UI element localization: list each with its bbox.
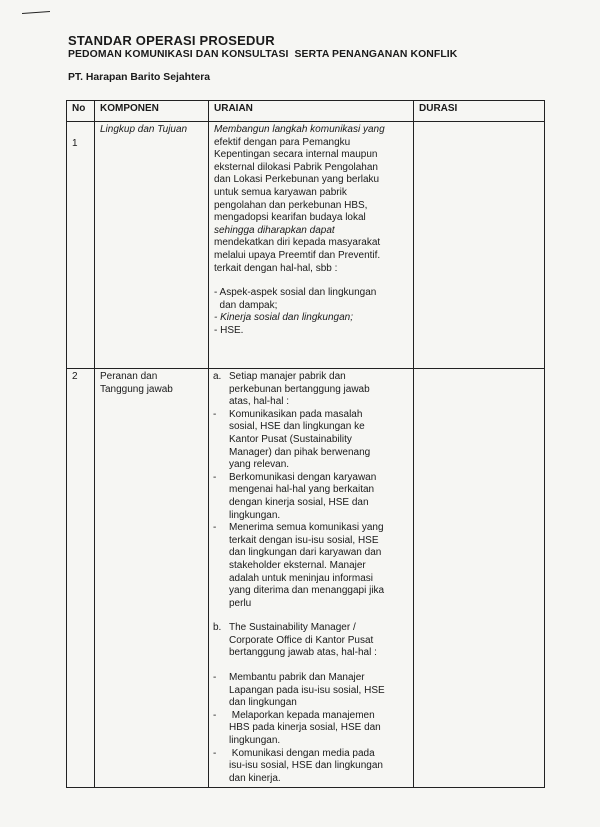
item-line: dan lingkungan [229, 697, 297, 709]
komponen-line: Peranan dan [100, 371, 158, 382]
section-marker: a. [213, 371, 222, 382]
table-row [67, 122, 545, 369]
item-line: Komunikasi dengan media pada [229, 747, 375, 759]
section-line: bertanggung jawab atas, hal-hal : [229, 647, 377, 659]
item-line: mengenai hal-hal yang berkaitan [229, 484, 375, 496]
item-line: Menerima semua komunikasi yang [229, 522, 384, 534]
header-uraian: URAIAN [209, 101, 414, 122]
uraian-line: Kepentingan secara internal maupun [214, 149, 378, 161]
komponen-cell [95, 369, 209, 788]
uraian-line: mengadopsi kearifan budaya lokal [214, 212, 366, 224]
list-item [213, 748, 408, 786]
bullet-dash: - [213, 747, 217, 759]
bullet-dash: - [213, 471, 217, 483]
komponen-line: Tanggung jawab [100, 383, 173, 395]
durasi-cell [414, 369, 545, 788]
uraian-line: eksternal dilokasi Pabrik Pengolahan [214, 161, 378, 173]
header-durasi: DURASI [414, 101, 545, 122]
uraian-line: pengolahan dan perkebunan HBS, [214, 199, 368, 211]
uraian-line: mendekatkan diri kepada masyarakat [214, 237, 381, 249]
list-item: - HSE. [214, 324, 244, 336]
item-line: stakeholder eksternal. Manajer [229, 559, 366, 571]
section-marker: b. [213, 622, 222, 634]
uraian-line: melalui upaya Preemtif dan Preventif. [214, 249, 381, 261]
item-line: terkait dengan isu-isu sosial, HSE [229, 534, 379, 546]
list-item [213, 672, 408, 710]
bullet-dash: - [213, 709, 217, 721]
item-line: yang diterima dan menanggapi jika [229, 585, 385, 597]
item-line: lingkungan. [229, 735, 281, 747]
section-line: perkebunan bertanggung jawab [229, 383, 370, 395]
item-line: Berkomunikasi dengan karyawan [229, 471, 377, 483]
list-item: - Kinerja sosial dan lingkungan; [214, 312, 353, 324]
uraian-line: Membangun langkah komunikasi yang [214, 124, 385, 135]
header-no: No [67, 101, 95, 122]
sop-table [66, 100, 545, 788]
list-item [213, 710, 408, 748]
header-komponen: KOMPONEN [95, 101, 209, 122]
uraian-line: untuk semua karyawan pabrik [214, 186, 347, 198]
item-line: Manager) dan pihak berwenang [229, 446, 371, 458]
item-line: Kantor Pusat (Sustainability [229, 433, 352, 445]
item-line: HBS pada kinerja sosial, HSE dan [229, 722, 381, 734]
item-line: dan kinerja. [229, 772, 281, 784]
uraian-line: sehingga diharapkan dapat [214, 224, 335, 236]
list-item [213, 522, 408, 610]
table-header-row [67, 101, 545, 122]
item-line: sosial, HSE dan lingkungan ke [229, 421, 365, 433]
section-a [213, 371, 408, 409]
uraian-cell [209, 122, 414, 369]
document-subtitle: PEDOMAN KOMUNIKASI DAN KONSULTASI SERTA PENANGANAN KONFLIK [68, 49, 458, 60]
uraian-line: efektif dengan para Pemangku [214, 136, 351, 148]
company-name: PT. Harapan Barito Sejahtera [68, 72, 211, 83]
item-line: perlu [229, 597, 252, 609]
bullet-dash: - [213, 672, 217, 684]
item-line: dengan kinerja sosial, HSE dan [229, 496, 369, 508]
item-line: Komunikasikan pada masalah [229, 408, 363, 420]
section-line: The Sustainability Manager / [229, 622, 356, 634]
item-line: dan lingkungan dari karyawan dan [229, 547, 382, 559]
item-line: lingkungan. [229, 509, 281, 521]
item-line: adalah untuk meninjau informasi [229, 572, 373, 584]
komponen-cell: Lingkup dan Tujuan [95, 122, 209, 369]
uraian-line: terkait dengan hal-hal, sbb : [214, 262, 338, 274]
bullet-dash: - [213, 522, 217, 534]
pen-mark [22, 11, 50, 14]
item-line: isu-isu sosial, HSE dan lingkungan [229, 760, 383, 772]
section-b [213, 622, 408, 660]
item-line: Lapangan pada isu-isu sosial, HSE [229, 684, 385, 696]
bullet-dash: - [213, 408, 217, 420]
section-line: Setiap manajer pabrik dan [229, 371, 346, 382]
uraian-line: dan Lokasi Perkebunan yang berlaku [214, 174, 380, 186]
list-item [213, 409, 408, 472]
item-line: Membantu pabrik dan Manajer [229, 672, 365, 684]
durasi-cell [414, 122, 545, 369]
table-row [67, 369, 545, 788]
item-line: yang relevan. [229, 459, 290, 471]
list-item [213, 472, 408, 522]
list-item: - Aspek-aspek sosial dan lingkungan [214, 287, 377, 299]
document-title: STANDAR OPERASI PROSEDUR [68, 33, 275, 48]
section-line: Corporate Office di Kantor Pusat [229, 634, 374, 646]
item-line: Melaporkan kepada manajemen [229, 709, 375, 721]
row-number: 1 [67, 122, 95, 369]
uraian-cell [209, 369, 414, 788]
section-line: atas, hal-hal : [229, 396, 290, 408]
list-item: dan dampak; [214, 299, 278, 311]
row-number: 2 [67, 369, 95, 788]
